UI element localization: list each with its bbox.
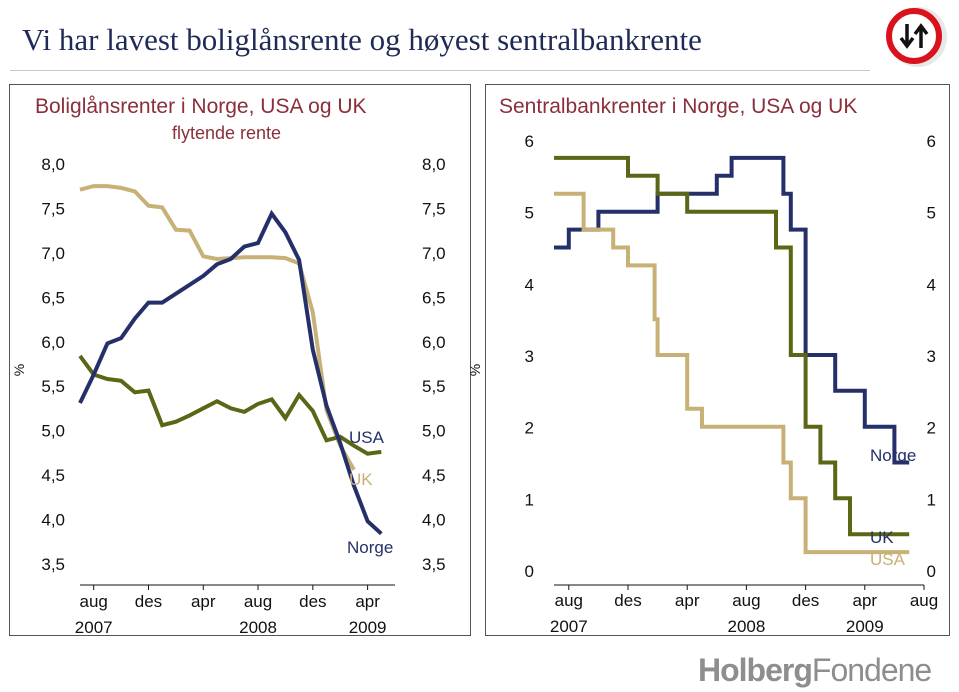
series-line-norge: [554, 158, 909, 463]
x-tick-label: apr: [355, 592, 380, 611]
y-tick-label-right: 3,5: [422, 555, 446, 574]
series-line-usa: [554, 194, 909, 552]
x-tick-label: aug: [79, 592, 108, 611]
x-tick-label: aug: [732, 591, 761, 610]
series-label-norge: Norge: [870, 446, 917, 465]
brand-part-2: Fondene: [811, 652, 932, 688]
series-label-uk: UK: [870, 528, 894, 547]
y-tick-label-left: 2: [524, 418, 534, 438]
x-tick-label: des: [299, 592, 327, 611]
y-tick-label-right: 3: [926, 347, 936, 366]
title-divider: [10, 70, 870, 71]
series-label-norge: Norge: [347, 538, 394, 557]
holberg-fondene-logo: [698, 652, 931, 689]
x-year-label: 2008: [727, 617, 766, 636]
central-bank-rate-plot: [467, 85, 951, 637]
y-tick-label-right: 0: [926, 562, 936, 581]
y-tick-label-right: 5,5: [422, 377, 446, 397]
y-tick-label-left: 7,5: [41, 199, 65, 219]
y-tick-label-right: 6,0: [422, 332, 446, 352]
mortgage-rate-chart: [9, 84, 471, 636]
chart-title: Boliglånsrenter i Norge, USA og UK: [35, 95, 367, 118]
y-tick-label-left: 5: [524, 203, 534, 223]
y-tick-label-right: 2: [926, 418, 936, 438]
y-tick-label-left: 4,5: [41, 466, 65, 486]
y-tick-label-right: 8,0: [422, 155, 446, 174]
y-tick-label-right: 5: [926, 203, 936, 223]
y-axis-label: %: [467, 363, 483, 377]
x-tick-label: aug: [243, 592, 273, 611]
page-title: Vi har lavest boliglånsrente og høyest sentralbankrente: [22, 22, 702, 57]
y-tick-label-right: 7,0: [422, 243, 446, 263]
series-line-usa: [80, 186, 354, 470]
series-line-uk: [554, 158, 909, 534]
x-tick-label: apr: [674, 591, 700, 610]
down-up-arrows-icon: [880, 4, 948, 68]
y-axis-label: %: [11, 363, 27, 377]
y-tick-label-right: 6: [926, 132, 936, 151]
y-tick-label-left: 3: [524, 347, 534, 366]
x-tick-label: des: [614, 591, 642, 610]
y-tick-label-left: 4: [524, 275, 534, 295]
y-tick-label-left: 4,0: [41, 510, 65, 530]
x-tick-label: des: [134, 592, 163, 611]
y-tick-label-left: 6,5: [41, 288, 65, 308]
x-tick-label: des: [791, 591, 820, 610]
chart-title: Sentralbankrenter i Norge, USA og UK: [499, 95, 858, 118]
series-line-uk: [80, 356, 381, 454]
y-tick-label-left: 1: [524, 490, 534, 510]
y-tick-label-left: 6,0: [41, 332, 65, 352]
y-tick-label-right: 4,5: [422, 466, 446, 486]
y-tick-label-left: 3,5: [41, 555, 65, 574]
y-tick-label-left: 5,0: [41, 421, 65, 441]
y-tick-label-right: 7,5: [422, 199, 446, 219]
x-year-label: 2007: [74, 618, 113, 637]
y-tick-label-right: 1: [926, 490, 936, 510]
y-tick-label-right: 4,0: [422, 510, 446, 530]
y-tick-label-left: 5,5: [41, 377, 65, 397]
x-tick-label: apr: [852, 591, 878, 610]
series-line-norge: [80, 214, 381, 534]
series-label-usa: USA: [349, 428, 384, 447]
y-tick-label-left: 6: [524, 132, 534, 151]
mortgage-rate-plot: [10, 85, 472, 637]
x-tick-label: aug: [554, 591, 583, 610]
y-tick-label-right: 4: [926, 275, 936, 295]
series-label-uk: UK: [349, 470, 373, 489]
x-year-label: 2007: [549, 617, 588, 636]
y-tick-label-left: 0: [524, 562, 534, 581]
y-tick-label-left: 7,0: [41, 243, 65, 263]
y-tick-label-left: 8,0: [41, 155, 65, 174]
central-bank-rate-chart: [467, 84, 950, 636]
brand-part-1: Holberg: [698, 652, 812, 688]
chart-subtitle: flytende rente: [172, 123, 282, 143]
x-tick-label: apr: [190, 592, 216, 611]
series-label-usa: USA: [870, 550, 905, 569]
y-tick-label-right: 6,5: [422, 288, 446, 308]
y-tick-label-right: 5,0: [422, 421, 446, 441]
x-tick-label: aug: [909, 591, 939, 610]
x-year-label: 2009: [348, 618, 387, 637]
x-year-label: 2009: [845, 617, 884, 636]
x-year-label: 2008: [239, 618, 277, 637]
